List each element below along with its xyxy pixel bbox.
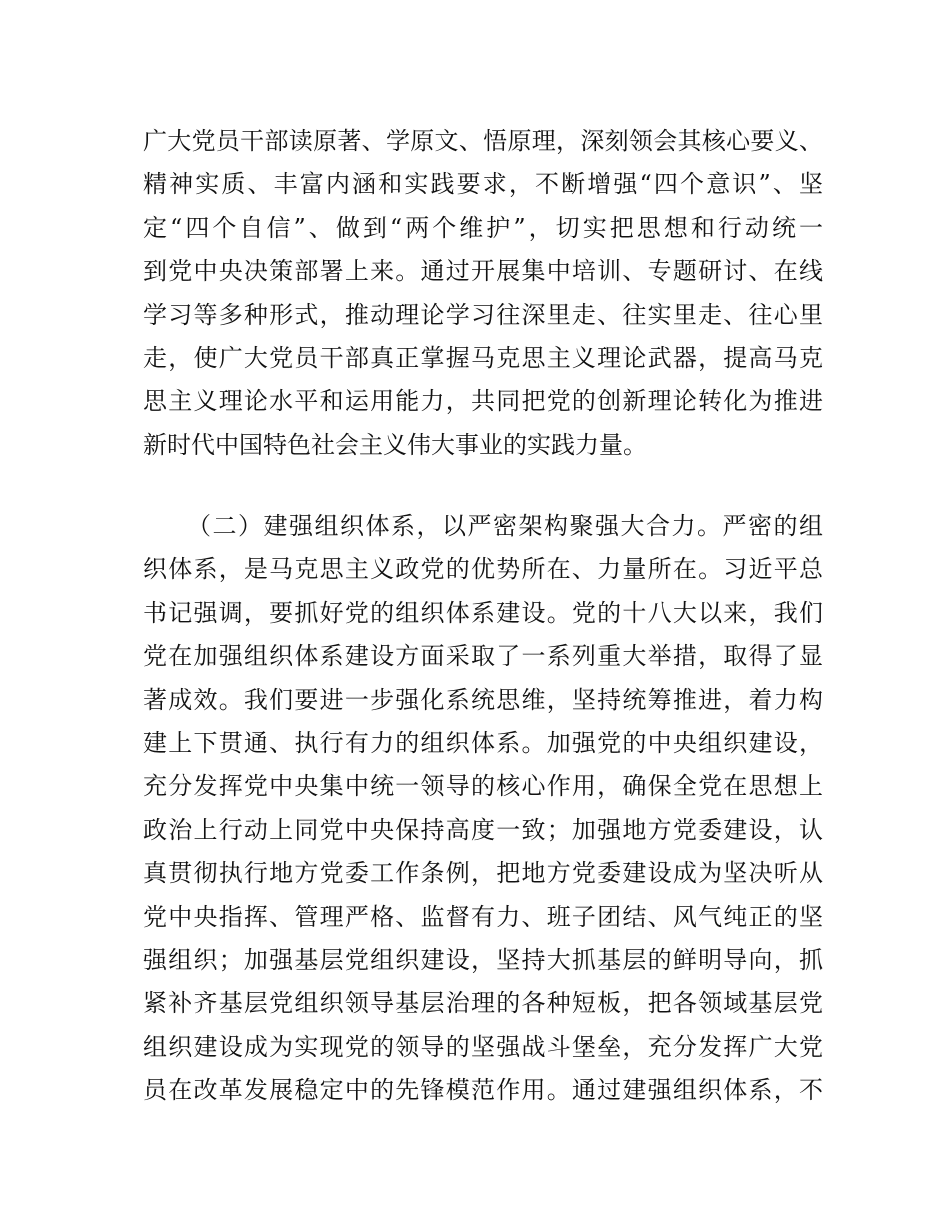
paragraph-line: 组织建设成为实现党的领导的坚强战斗堡垒，充分发挥广大党 (143, 1032, 823, 1061)
paragraph-2 (143, 505, 823, 1112)
paragraph-line: 到党中央决策部署上来。通过开展集中培训、专题研讨、在线 (143, 257, 823, 286)
paragraph-line: 真贯彻执行地方党委工作条例，把地方党委建设成为坚决听从 (143, 859, 823, 888)
paragraph-line: 党中央指挥、管理严格、监督有力、班子团结、风气纯正的坚 (143, 902, 823, 931)
paragraph-line: 精神实质、丰富内涵和实践要求，不断增强“四个意识”、坚 (143, 170, 823, 199)
paragraph-line: 政治上行动上同党中央保持高度一致；加强地方党委建设，认 (143, 815, 823, 844)
paragraph-line: 广大党员干部读原著、学原文、悟原理，深刻领会其核心要义、 (143, 127, 823, 155)
paragraph-line: 充分发挥党中央集中统一领导的核心作用，确保全党在思想上 (143, 772, 823, 801)
paragraph-line: 新时代中国特色社会主义伟大事业的实践力量。 (143, 430, 647, 459)
paragraph-line: 走，使广大党员干部真正掌握马克思主义理论武器，提高马克 (143, 343, 823, 372)
paragraph-1 (143, 120, 823, 467)
paragraph-line: 定“四个自信”、做到“两个维护”，切实把思想和行动统一 (143, 213, 823, 242)
paragraph-line: 紧补齐基层党组织领导基层治理的各种短板，把各领域基层党 (143, 989, 823, 1018)
paragraph-line: 织体系，是马克思主义政党的优势所在、力量所在。习近平总 (143, 555, 823, 584)
paragraph-line: 书记强调，要抓好党的组织体系建设。党的十八大以来，我们 (143, 598, 823, 627)
paragraph-line: 员在改革发展稳定中的先锋模范作用。通过建强组织体系，不 (143, 1076, 823, 1105)
paragraph-line: 党在加强组织体系建设方面采取了一系列重大举措，取得了显 (143, 642, 823, 671)
paragraph-line: 思主义理论水平和运用能力，共同把党的创新理论转化为推进 (143, 387, 823, 416)
paragraph-line: 著成效。我们要进一步强化系统思维，坚持统筹推进，着力构 (143, 685, 823, 714)
paragraph-line: （二）建强组织体系，以严密架构聚强大合力。严密的组 (187, 512, 823, 540)
paragraph-line: 学习等多种形式，推动理论学习往深里走、往实里走、往心里 (143, 300, 823, 329)
paragraph-line: 强组织；加强基层党组织建设，坚持大抓基层的鲜明导向，抓 (143, 945, 823, 974)
paragraph-line: 建上下贯通、执行有力的组织体系。加强党的中央组织建设， (143, 728, 823, 757)
